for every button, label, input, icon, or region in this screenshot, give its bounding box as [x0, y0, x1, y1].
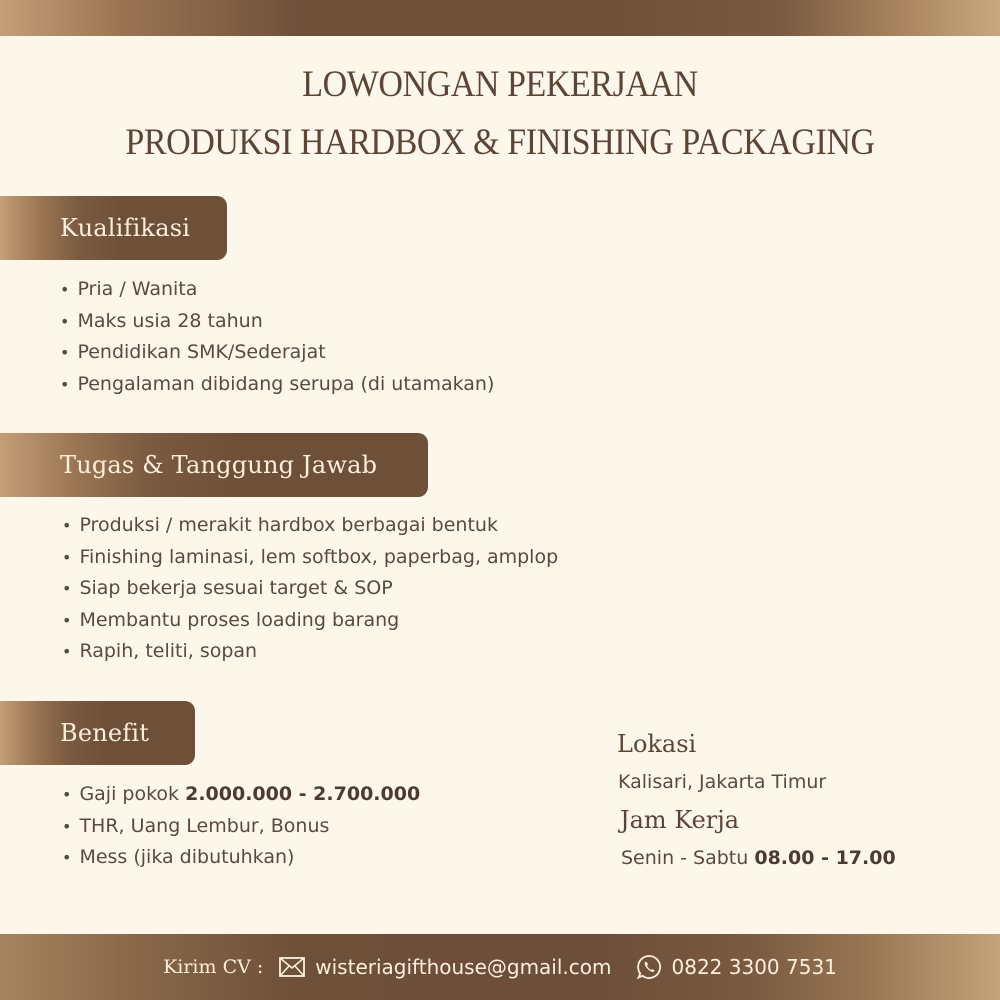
jam-kerja-value: [621, 847, 896, 869]
title-line-2: PRODUKSI HARDBOX & FINISHING PACKAGING: [125, 122, 875, 163]
list-item: • Produksi / merakit hardbox berbagai bentuk: [62, 510, 558, 542]
lokasi-heading: Lokasi: [617, 730, 697, 758]
list-item: • Pria / Wanita: [60, 274, 494, 306]
list-item: • Pengalaman dibidang serupa (di utamakan): [60, 369, 494, 401]
jam-kerja-days: Senin - Sabtu: [621, 847, 749, 869]
section-tab-tugas: [0, 433, 428, 497]
jam-kerja-hours: 08.00 - 17.00: [754, 847, 896, 869]
list-item: • Rapih, teliti, sopan: [62, 636, 558, 668]
section-heading-benefit: Benefit: [60, 719, 150, 747]
list-item-salary: [62, 779, 420, 811]
list-item: • Pendidikan SMK/Sederajat: [60, 337, 494, 369]
envelope-icon: [279, 957, 305, 977]
salary-label: Gaji pokok: [79, 783, 180, 805]
list-item: • Mess (jika dibutuhkan): [62, 842, 420, 874]
jam-kerja-heading: Jam Kerja: [620, 806, 740, 834]
list-item: • Membantu proses loading barang: [62, 605, 558, 637]
whatsapp-icon: [636, 954, 662, 980]
section-heading-tugas: Tugas & Tanggung Jawab: [60, 451, 378, 479]
list-item: • Siap bekerja sesuai target & SOP: [62, 573, 558, 605]
kualifikasi-list: [60, 274, 494, 400]
footer-contact-bar: [0, 934, 1000, 1000]
section-heading-kualifikasi: Kualifikasi: [60, 214, 191, 242]
benefit-list: [62, 779, 420, 874]
page-title: [40, 56, 960, 172]
send-cv-label: Kirim CV :: [163, 956, 264, 978]
lokasi-value: Kalisari, Jakarta Timur: [618, 771, 827, 793]
section-tab-kualifikasi: [0, 196, 227, 260]
phone-link[interactable]: 0822 3300 7531: [671, 955, 837, 979]
salary-range: 2.000.000 - 2.700.000: [185, 783, 421, 805]
top-decorative-bar: [0, 0, 1000, 36]
title-line-1: LOWONGAN PEKERJAAN: [302, 64, 698, 105]
list-item: • THR, Uang Lembur, Bonus: [62, 811, 420, 843]
list-item: • Finishing laminasi, lem softbox, paperbag, amplop: [62, 542, 558, 574]
email-link[interactable]: wisteriagifthouse@gmail.com: [315, 955, 612, 979]
tugas-list: [62, 510, 558, 668]
list-item: • Maks usia 28 tahun: [60, 306, 494, 338]
section-tab-benefit: [0, 701, 195, 765]
